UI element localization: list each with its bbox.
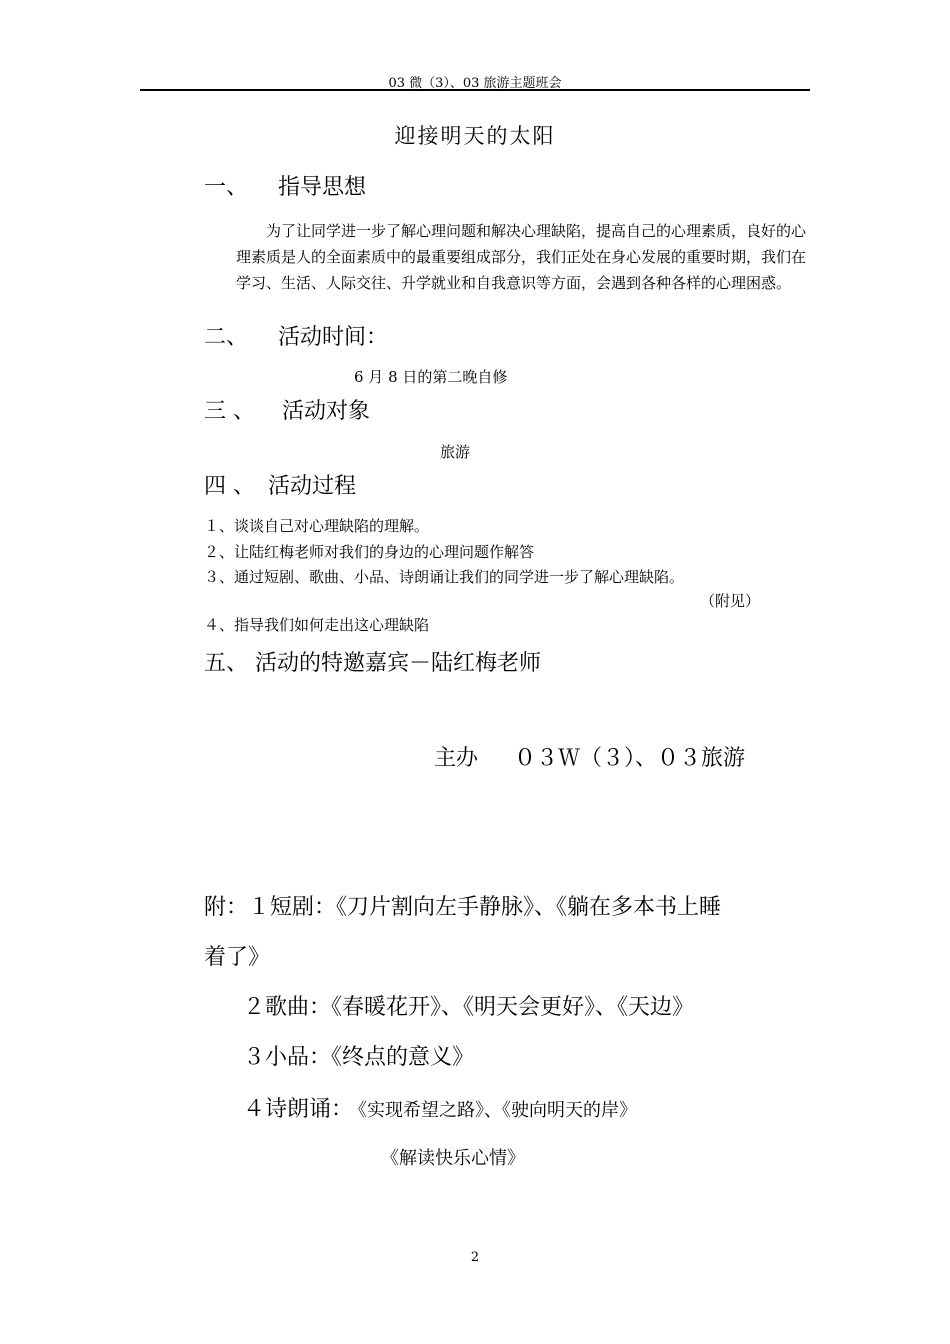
process-step-3: ３、通过短剧、歌曲、小品、诗朗诵让我们的同学进一步了解心理缺陷。 [204, 568, 685, 586]
appendix-line-5-value: 《实现希望之路》、《驶向明天的岸》 [349, 1100, 637, 1121]
process-step-3-appendix-ref: （附见） [700, 592, 761, 610]
section-3-title: 活动对象 [282, 399, 371, 424]
process-step-4: ４、指导我们如何走出这心理缺陷 [204, 616, 430, 634]
page-header: 03 微（3）、03 旅游主题班会 [388, 76, 562, 91]
host-label: 主办 [434, 746, 479, 771]
process-step-2: ２、让陆红梅老师对我们的身边的心理问题作解答 [204, 543, 535, 561]
appendix-line-2: 着了》 [204, 945, 271, 970]
section-1-title: 指导思想 [278, 175, 367, 200]
appendix-line-4: ３小品：《终点的意义》 [243, 1045, 475, 1070]
section-5-number: 五、 [204, 651, 249, 676]
guiding-paragraph: 为了让同学进一步了解心理问题和解决心理缺陷，提高自己的心理素质，良好的心理素质是人的全面素质中的最重要组成部分，我们正处在身心发展的重要时期，我们在学习、生活、人际交往、升学就业和自我意识等方面，会遇到各种各样的心理困惑。 [236, 222, 807, 292]
section-1-number: 一、 [204, 175, 249, 200]
activity-target: 旅游 [440, 443, 471, 461]
page-number: 2 [470, 1250, 480, 1265]
section-2-number: 二、 [204, 325, 249, 350]
process-step-1: １、谈谈自己对心理缺陷的理解。 [204, 517, 430, 535]
appendix-line-3: ２歌曲：《春暖花开》、《明天会更好》、《天边》 [243, 995, 695, 1020]
appendix-line-6: 《解读快乐心情》 [381, 1148, 525, 1169]
section-4-title: 活动过程 [268, 474, 357, 499]
header-rule [140, 89, 810, 91]
activity-time: 6 月 8 日的第二晚自修 [354, 368, 508, 386]
section-2-title: 活动时间： [278, 325, 389, 350]
appendix-line-5-label: ４诗朗诵： [243, 1097, 354, 1122]
appendix-line-1: 附：１短剧：《刀片割向左手静脉》、《躺在多本书上睡 [204, 895, 722, 920]
section-3-number: 三 、 [204, 399, 255, 424]
section-4-number: 四 、 [204, 474, 255, 499]
document-title: 迎接明天的太阳 [394, 124, 556, 148]
host-value: ０３Ｗ（３）、０３旅游 [514, 746, 746, 771]
section-5-title: 活动的特邀嘉宾－陆红梅老师 [255, 651, 542, 676]
